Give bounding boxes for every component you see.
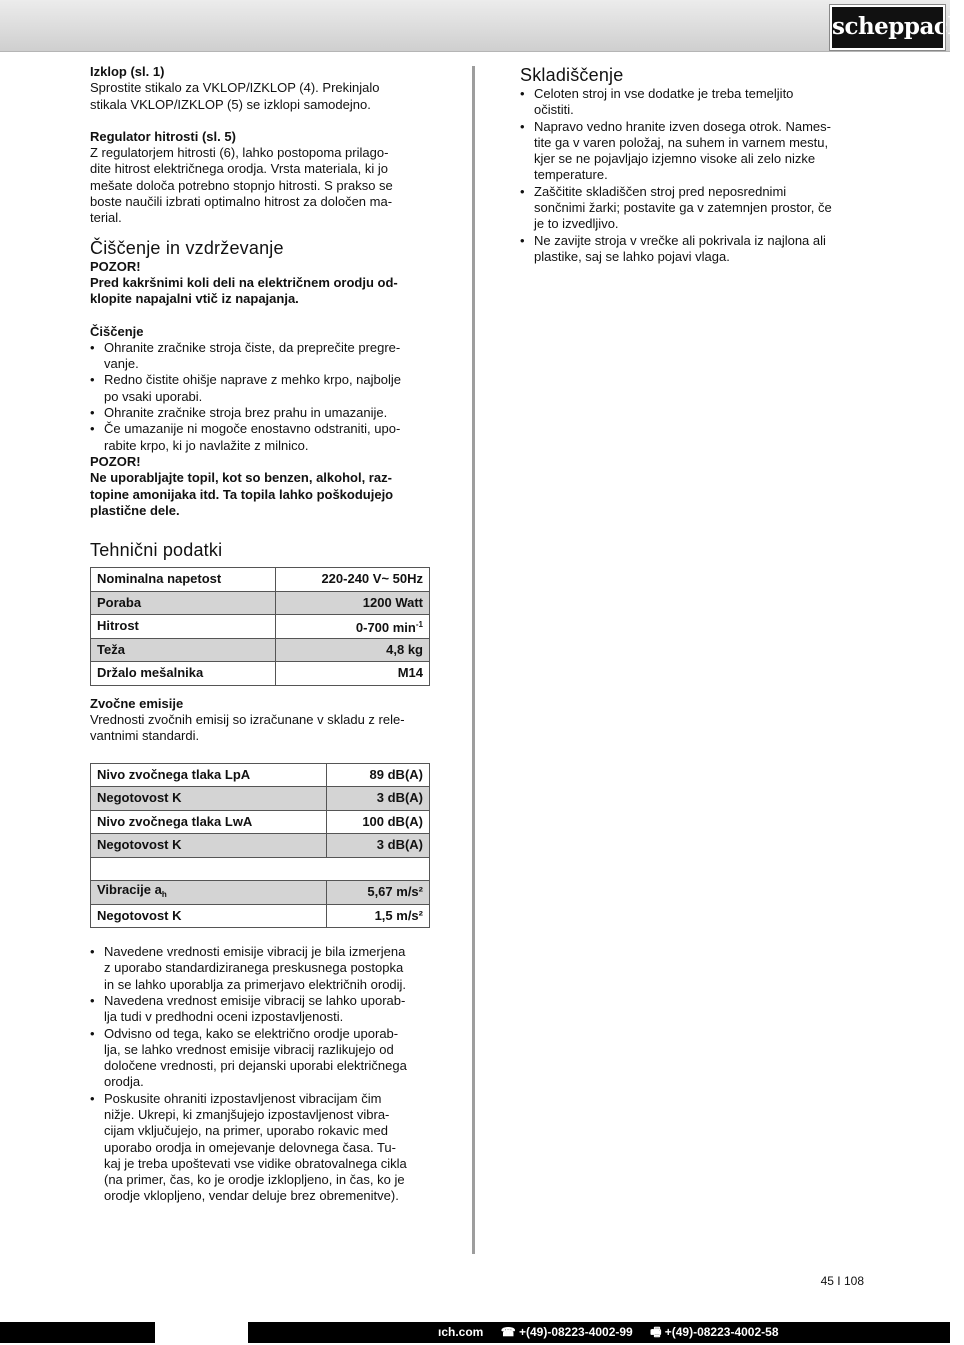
table-cell-value: 5,67 m/s² [326, 881, 429, 905]
table-cell-label: Negotovost K [91, 787, 327, 811]
table-row [91, 615, 430, 639]
footer-bar [0, 1322, 950, 1343]
noise-heading: Zvočne emisije [90, 695, 184, 711]
table-cell-label: Negotovost K [91, 904, 327, 928]
table-row [91, 763, 430, 787]
table-cell-value: 0-700 $\min^{-1}$ [275, 615, 429, 639]
warning-text [90, 275, 430, 308]
text-line: • Če umazanije ni mogoče enostavno odstraniti, upo- [104, 421, 401, 437]
table-row-empty [91, 857, 430, 881]
text-line: cijam vključujejo, na primer, uporabo rokavic med [104, 1123, 388, 1139]
table-cell-label: Vibracije $a_h$ [91, 881, 327, 905]
technical-data-table [90, 567, 430, 686]
text-line: • Navedene vrednosti emisije vibracij je bila izmerjena [104, 944, 406, 960]
text-line: kaj je treba upoštevati vse vidike obratovalnega cikla [104, 1155, 407, 1171]
column-divider [472, 66, 475, 1254]
table-cell-label: Nivo zvočnega tlaka LpA [91, 763, 327, 787]
table-cell-value: 100 dB(A) [326, 810, 429, 834]
list-item [90, 1091, 430, 1205]
table-cell-value: 89 dB(A) [326, 763, 429, 787]
text-line: očistiti. [534, 102, 574, 118]
text-line: • Ohranite zračnike stroja brez prahu in umazanije. [104, 405, 388, 421]
footer-phone: ☎ +(49)-08223-4002-99 [500, 1325, 633, 1339]
table-cell-value: 3 dB(A) [326, 787, 429, 811]
text-line: vantnimi standardi. [90, 728, 200, 744]
table-row [91, 591, 430, 615]
table-cell-label: Hitrost [91, 615, 276, 639]
table-cell-label: Nivo zvočnega tlaka LwA [91, 810, 327, 834]
text-line: • Navedena vrednost emisije vibracij se lahko uporab- [104, 992, 406, 1008]
text-line: • Redno čistite ohišje naprave z mehko krpo, najbolje [104, 372, 402, 388]
left-column [90, 64, 430, 1205]
text-line: določene vrednosti, pri dejanski uporabi električnega [104, 1058, 407, 1074]
text-line: • Zaščitite skladiščen stroj pred neposrednimi [534, 183, 787, 199]
table-cell-value: 220-240 V~ 50Hz [275, 568, 429, 592]
list-item [90, 372, 430, 405]
text-line: lja tudi v predhodni oceni izpostavljenosti. [104, 1009, 344, 1025]
table-row [91, 638, 430, 662]
text-line: Pred kakršnimi koli deli na električnem orodju od- [90, 274, 398, 290]
text-line: plastične dele. [90, 502, 180, 518]
storage-bullets [520, 86, 865, 265]
warning-label: POZOR! [90, 258, 141, 274]
list-item [90, 1026, 430, 1091]
table-row [91, 881, 430, 905]
text-line: temperature. [534, 167, 608, 183]
vibration-bullets [90, 944, 430, 1205]
storage-title: Skladiščenje [520, 65, 624, 85]
switch-off-heading: Izklop (sl. 1) [90, 64, 165, 79]
list-item [520, 233, 865, 266]
cleaning-subheading: Čiščenje [90, 323, 144, 339]
text-line: tite ga v varen položaj, na suhem in varnem mestu, [534, 134, 829, 150]
footer-white-block [155, 1322, 248, 1343]
noise-table [90, 763, 430, 929]
logo-text: scheppach [832, 13, 964, 40]
text-line: nižje. Ukrepi, ki zmanjšujejo izpostavljenost vibra- [104, 1106, 390, 1122]
table-cell-value: 1200 Watt [275, 591, 429, 615]
text-line: orodje vklopljeno, vendar deluje brez obremenitve). [104, 1188, 399, 1204]
speed-regulator-heading: Regulator hitrosti (sl. 5) [90, 128, 236, 144]
text-line: • Napravo vedno hranite izven dosega otrok. Names- [534, 118, 831, 134]
list-item [90, 405, 430, 421]
text-line: • Ohranite zračnike stroja čiste, da preprečite pregre- [104, 339, 401, 355]
text-line: z uporabo standardiziranega preskusnega postopka [104, 960, 404, 976]
footer-fax: 🖷 +(49)-08223-4002-58 [650, 1325, 779, 1339]
text-line: in se lahko uporablja za primerjavo električnih orodij. [104, 976, 407, 992]
table-row [91, 810, 430, 834]
list-item [90, 421, 430, 454]
speed-regulator-text [90, 145, 430, 226]
cleaning-title: Čiščenje in vzdrževanje [90, 237, 284, 258]
list-item [520, 86, 865, 119]
text-line: Z regulatorjem hitrosti (6), lahko postopoma prilago- [90, 145, 389, 161]
list-item [90, 944, 430, 993]
list-item [520, 184, 865, 233]
text-line: orodja. [104, 1074, 144, 1090]
technical-data-title: Tehnični podatki [90, 540, 223, 561]
table-cell-label: Nominalna napetost [91, 568, 276, 592]
list-item [90, 340, 430, 373]
table-cell-empty [91, 857, 430, 881]
table-cell-value: 1,5 m/s² [326, 904, 429, 928]
text-line: stikala VKLOP/IZKLOP (5) se izklopi samodejno. [90, 96, 371, 112]
table-cell-label: Teža [91, 638, 276, 662]
table-row [91, 568, 430, 592]
footer-contact [438, 1324, 793, 1341]
text-line: Ne uporabljajte topil, kot so benzen, alkohol, raz- [90, 470, 392, 486]
text-line: terial. [90, 210, 122, 226]
warning-label-2: POZOR! [90, 453, 141, 469]
text-line: • Poskusite ohraniti izpostavljenost vibracijam čim [104, 1090, 382, 1106]
cleaning-section [90, 237, 430, 519]
text-line: plastike, saj se lahko pojavi vlaga. [534, 248, 730, 264]
speed-regulator-section [90, 129, 430, 227]
text-line: topine amonijaka itd. Ta topila lahko poškodujejo [90, 486, 394, 502]
header-band [0, 0, 950, 52]
cleaning-bullets [90, 340, 430, 454]
table-row [91, 662, 430, 686]
noise-section [90, 696, 430, 928]
table-cell-label: Držalo mešalnika [91, 662, 276, 686]
text-line: boste naučili izbrati optimalno hitrost za določen ma- [90, 194, 393, 210]
text-line: vanje. [104, 356, 139, 372]
text-line: Sprostite stikalo za VKLOP/IZKLOP (4). Prekinjalo [90, 80, 380, 96]
text-line: rabite krpo, ki jo navlažite z milnico. [104, 437, 309, 453]
table-row [91, 834, 430, 858]
text-line: dite hitrost električnega orodja. Vrsta materiala, ki jo [90, 161, 388, 177]
text-line: kjer se ne pojavljajo izjemno visoke ali zelo nizke [534, 151, 816, 167]
text-line: mešate določa potrebno stopnjo hitrosti. S prakso se [90, 177, 393, 193]
warning-text-2 [90, 470, 430, 519]
text-line: Vrednosti zvočnih emisij so izračunane v skladu z rele- [90, 711, 405, 727]
text-line: lja, se lahko vrednost emisije vibracij razlikujejo od [104, 1041, 394, 1057]
table-cell-label: Negotovost K [91, 834, 327, 858]
footer-web[interactable]: ıch.com [438, 1325, 484, 1339]
list-item [90, 993, 430, 1026]
technical-data-section [90, 539, 430, 686]
text-line: • Odvisno od tega, kako se električno orodje uporab- [104, 1025, 399, 1041]
text-line: uporabo orodja in omejevanje delovnega časa. Tu- [104, 1139, 396, 1155]
right-column [520, 64, 865, 265]
table-row [91, 904, 430, 928]
text-line: je to izvedljivo. [534, 216, 619, 232]
list-item [520, 119, 865, 184]
text-line: klopite napajalni vtič iz napajanja. [90, 291, 299, 307]
table-row [91, 787, 430, 811]
text-line: po vsaki uporabi. [104, 388, 203, 404]
text-line: (na primer, čas, ko je orodje izklopljeno, in čas, ko je [104, 1172, 405, 1188]
page-number: 45 I 108 [820, 1274, 864, 1288]
scheppach-logo [830, 5, 964, 50]
text-line: • Celoten stroj in vse dodatke je treba temeljito [534, 86, 794, 101]
switch-off-text [90, 80, 430, 113]
table-cell-value: 4,8 kg [275, 638, 429, 662]
switch-off-section [90, 64, 430, 113]
table-cell-label: Poraba [91, 591, 276, 615]
table-cell-value: M14 [275, 662, 429, 686]
table-cell-value: 3 dB(A) [326, 834, 429, 858]
text-line: • Ne zavijte stroja v vrečke ali pokrivala iz najlona ali [534, 232, 826, 248]
text-line: sončnimi žarki; postavite ga v zatemnjen prostor, če [534, 200, 832, 216]
noise-text [90, 712, 430, 745]
